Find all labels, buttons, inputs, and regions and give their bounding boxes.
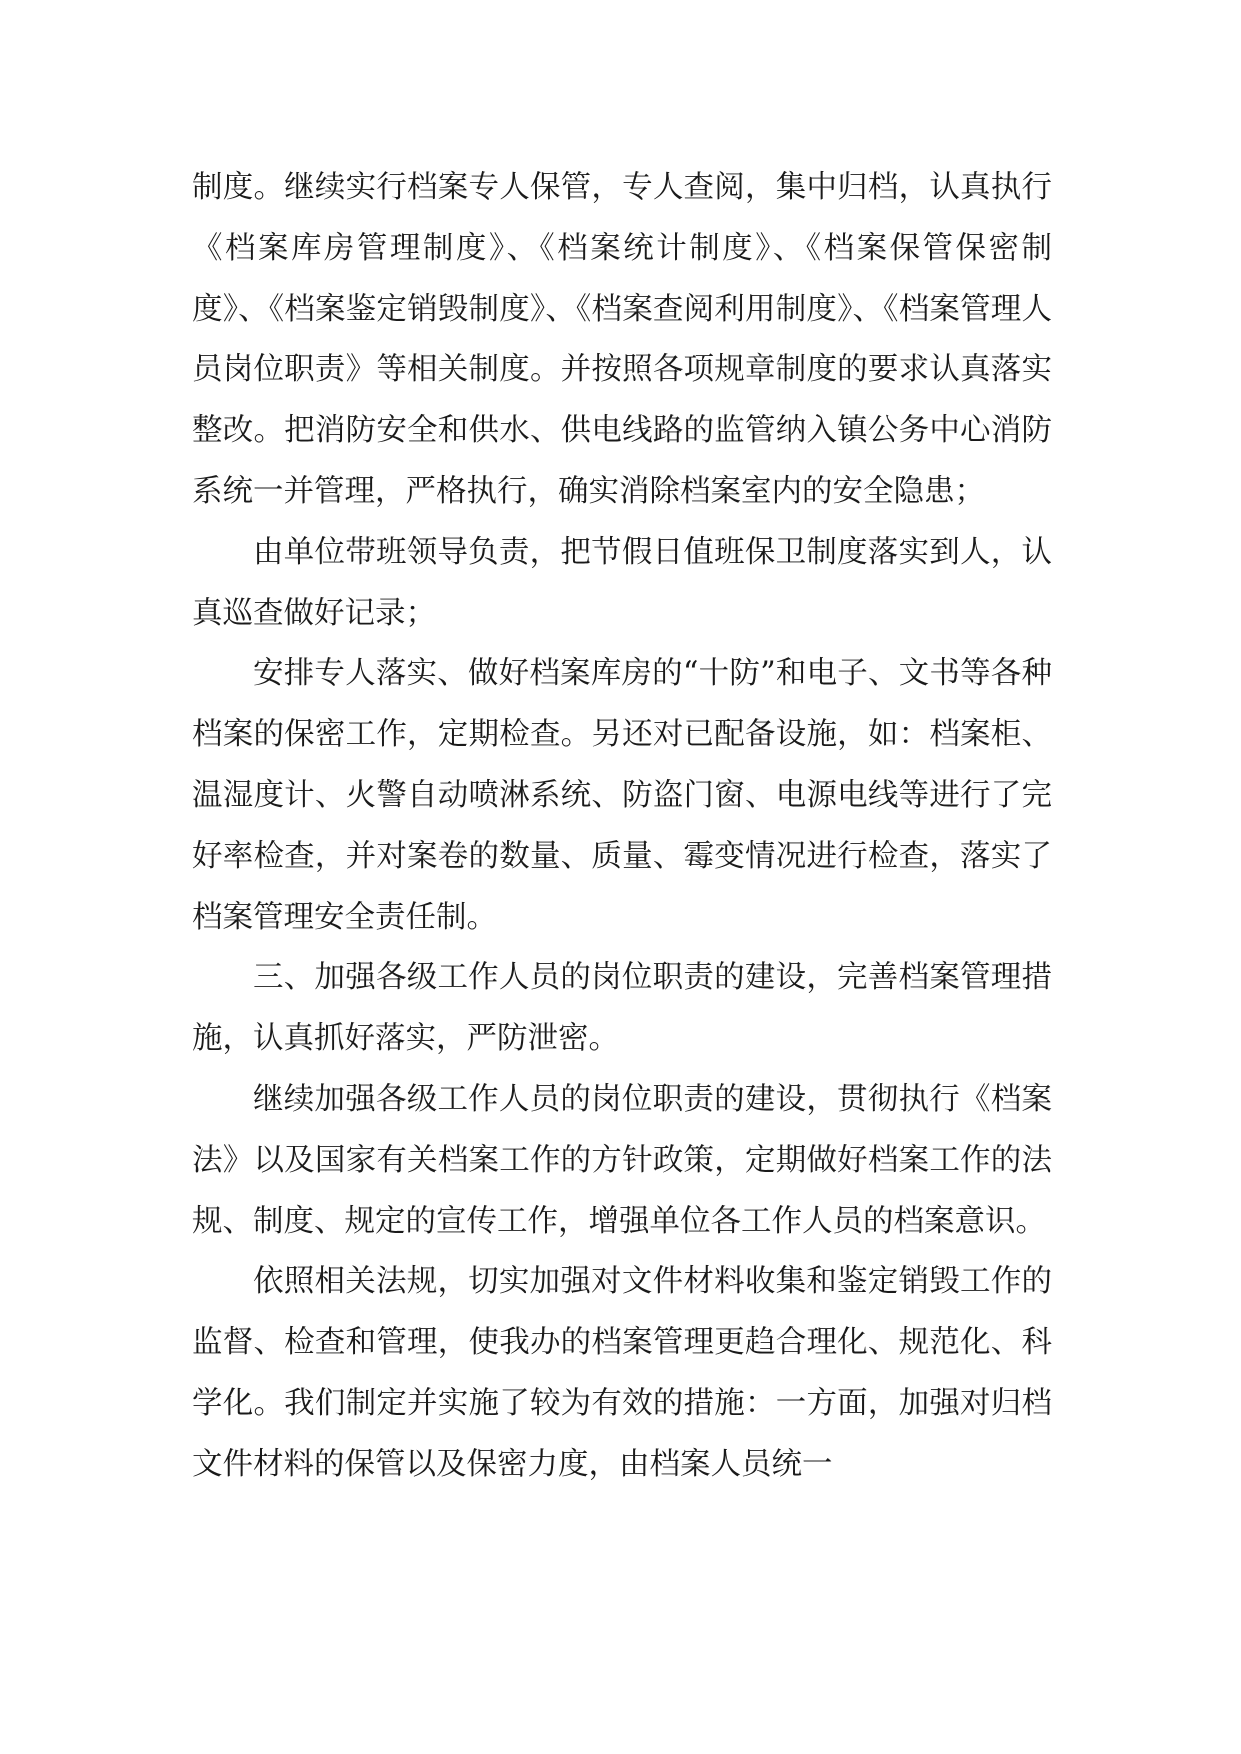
body-text	[192, 158, 1052, 1496]
paragraph-5: 继续加强各级工作人员的岗位职责的建设，贯彻执行《档案法》以及国家有关档案工作的方针政策，定期做好档案工作的法规、制度、规定的宣传工作，增强单位各工作人员的档案意识。	[192, 1081, 1052, 1239]
paragraph-4-section-heading: 三、加强各级工作人员的岗位职责的建设，完善档案管理措施，认真抓好落实，严防泄密。	[192, 960, 1052, 1057]
paragraph-3: 安排专人落实、做好档案库房的“十防”和电子、文书等各种档案的保密工作，定期检查。另还对已配备设施，如：档案柜、温湿度计、火警自动喷淋系统、防盗门窗、电源电线等进行了完好率检查，并对案卷的数量、质量、霉变情况进行检查，落实了档案管理安全责任制。	[192, 656, 1052, 935]
paragraph-1: 制度。继续实行档案专人保管，专人查阅，集中归档，认真执行《档案库房管理制度》、《档案统计制度》、《档案保管保密制度》、《档案鉴定销毁制度》、《档案查阅利用制度》、《档案管理人员岗位职责》等相关制度。并按照各项规章制度的要求认真落实整改。把消防安全和供水、供电线路的监管纳入镇公务中心消防系统一并管理，严格执行，确实消除档案室内的安全隐患；	[192, 170, 1052, 509]
paragraph-6: 依照相关法规，切实加强对文件材料收集和鉴定销毁工作的监督、检查和管理，使我办的档案管理更趋合理化、规范化、科学化。我们制定并实施了较为有效的措施：一方面，加强对归档文件材料的保管以及保密力度，由档案人员统一	[192, 1264, 1052, 1482]
paragraph-2: 由单位带班领导负责，把节假日值班保卫制度落实到人，认真巡查做好记录；	[192, 534, 1052, 631]
